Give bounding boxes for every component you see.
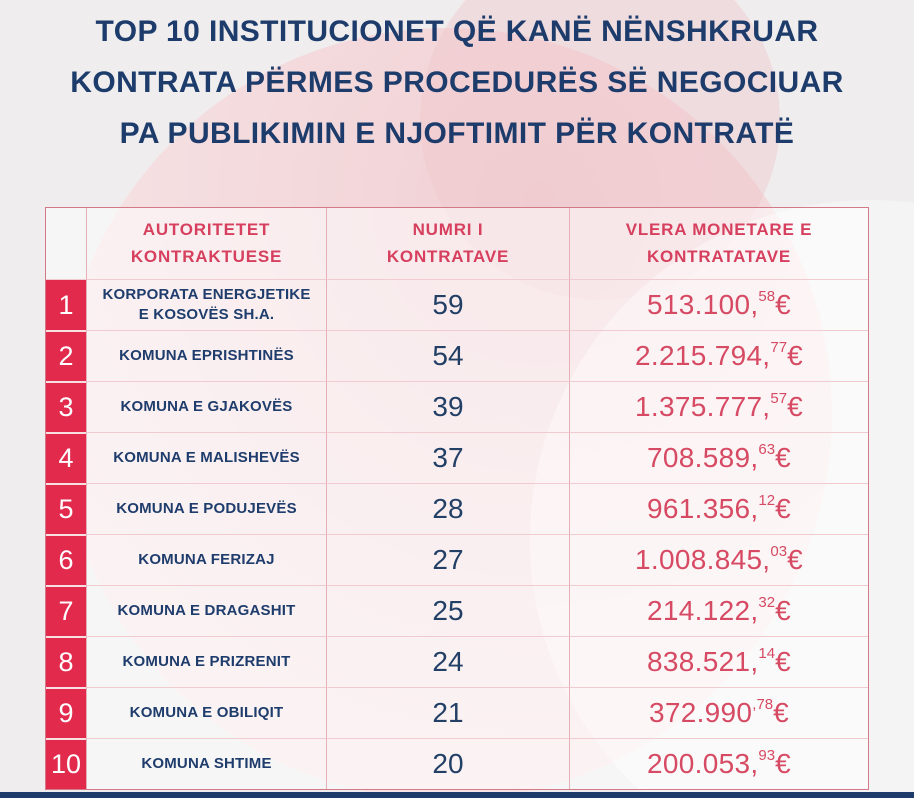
value-cell	[569, 483, 868, 534]
value-cents: ,78	[752, 695, 774, 713]
contracts-cell: 59	[326, 279, 569, 330]
value-cents: 58	[758, 287, 776, 305]
contracts-header-line1: NUMRI I	[412, 220, 484, 240]
authority-header-line2: KONTRAKTUESE	[130, 246, 283, 266]
value-cents: 77	[770, 338, 788, 356]
authority-cell: KOMUNA E PRIZRENIT	[86, 636, 326, 687]
rank-header-cell	[46, 208, 86, 279]
euro-sign: €	[775, 646, 791, 677]
rank-cell: 4	[46, 432, 86, 483]
euro-sign: €	[787, 391, 803, 422]
contracts-cell: 37	[326, 432, 569, 483]
euro-sign: €	[787, 340, 803, 371]
contracts-cell: 54	[326, 330, 569, 381]
euro-sign: €	[775, 748, 791, 779]
value-cents: 03	[770, 542, 788, 560]
rank-cell: 5	[46, 483, 86, 534]
euro-sign: €	[775, 493, 791, 524]
rank-cell: 2	[46, 330, 86, 381]
value-cell	[569, 432, 868, 483]
euro-sign: €	[787, 544, 803, 575]
value-cents: 63	[758, 440, 776, 458]
authority-cell: KOMUNA E PODUJEVËS	[86, 483, 326, 534]
contracts-cell: 27	[326, 534, 569, 585]
value-main: 961.356,	[647, 493, 759, 524]
rank-cell: 8	[46, 636, 86, 687]
value-main: 200.053,	[647, 748, 759, 779]
value-header	[569, 208, 868, 279]
value-cell	[569, 687, 868, 738]
bottom-navy-bar	[0, 792, 914, 798]
contracts-cell: 28	[326, 483, 569, 534]
rank-cell: 3	[46, 381, 86, 432]
value-cents: 93	[758, 746, 776, 764]
title-line-3: PA PUBLIKIMIN E NJOFTIMIT PËR KONTRATË	[119, 117, 795, 150]
value-main: 838.521,	[647, 646, 759, 677]
authority-cell: KOMUNA FERIZAJ	[86, 534, 326, 585]
authority-cell: KOMUNA SHTIME	[86, 738, 326, 789]
euro-sign: €	[775, 595, 791, 626]
value-cell	[569, 381, 868, 432]
value-cell	[569, 279, 868, 330]
value-main: 1.375.777,	[635, 391, 771, 422]
contracts-header	[326, 208, 569, 279]
authority-cell: KOMUNA E OBILIQIT	[86, 687, 326, 738]
page-title	[0, 6, 914, 159]
value-cell	[569, 585, 868, 636]
value-cell	[569, 738, 868, 789]
euro-sign: €	[773, 697, 790, 728]
value-main: 214.122,	[647, 595, 759, 626]
value-cell	[569, 636, 868, 687]
contracts-table	[45, 207, 869, 790]
euro-sign: €	[775, 442, 791, 473]
rank-cell: 1	[46, 279, 86, 330]
contracts-header-line2: KONTRATAVE	[386, 246, 510, 266]
contracts-cell: 25	[326, 585, 569, 636]
value-cell	[569, 330, 868, 381]
contracts-cell: 20	[326, 738, 569, 789]
value-main: 2.215.794,	[635, 340, 771, 371]
authority-cell: KOMUNA E GJAKOVËS	[86, 381, 326, 432]
authority-cell: KORPORATA ENERGJETIKE E KOSOVËS SH.A.	[86, 279, 326, 330]
authority-cell: KOMUNA E DRAGASHIT	[86, 585, 326, 636]
value-main: 372.990	[648, 697, 753, 728]
authority-header-line1: AUTORITETET	[142, 220, 271, 240]
value-cents: 32	[758, 593, 776, 611]
value-cell	[569, 534, 868, 585]
euro-sign: €	[775, 289, 791, 320]
value-header-line1: VLERA MONETARE E	[625, 220, 813, 240]
value-cents: 57	[770, 389, 788, 407]
value-main: 1.008.845,	[635, 544, 771, 575]
contracts-cell: 21	[326, 687, 569, 738]
title-line-1: TOP 10 INSTITUCIONET QË KANË NËNSHKRUAR	[95, 15, 819, 48]
value-header-line2: KONTRATATAVE	[646, 246, 791, 266]
value-main: 513.100,	[647, 289, 759, 320]
rank-cell: 10	[46, 738, 86, 789]
authority-header	[86, 208, 326, 279]
value-cents: 12	[758, 491, 776, 509]
rank-cell: 7	[46, 585, 86, 636]
value-main: 708.589,	[647, 442, 759, 473]
contracts-cell: 24	[326, 636, 569, 687]
authority-cell: KOMUNA E MALISHEVËS	[86, 432, 326, 483]
rank-cell: 6	[46, 534, 86, 585]
title-line-2: KONTRATA PËRMES PROCEDURËS SË NEGOCIUAR	[70, 66, 844, 99]
value-cents: 14	[758, 644, 776, 662]
rank-cell: 9	[46, 687, 86, 738]
contracts-cell: 39	[326, 381, 569, 432]
authority-cell: KOMUNA EPRISHTINËS	[86, 330, 326, 381]
